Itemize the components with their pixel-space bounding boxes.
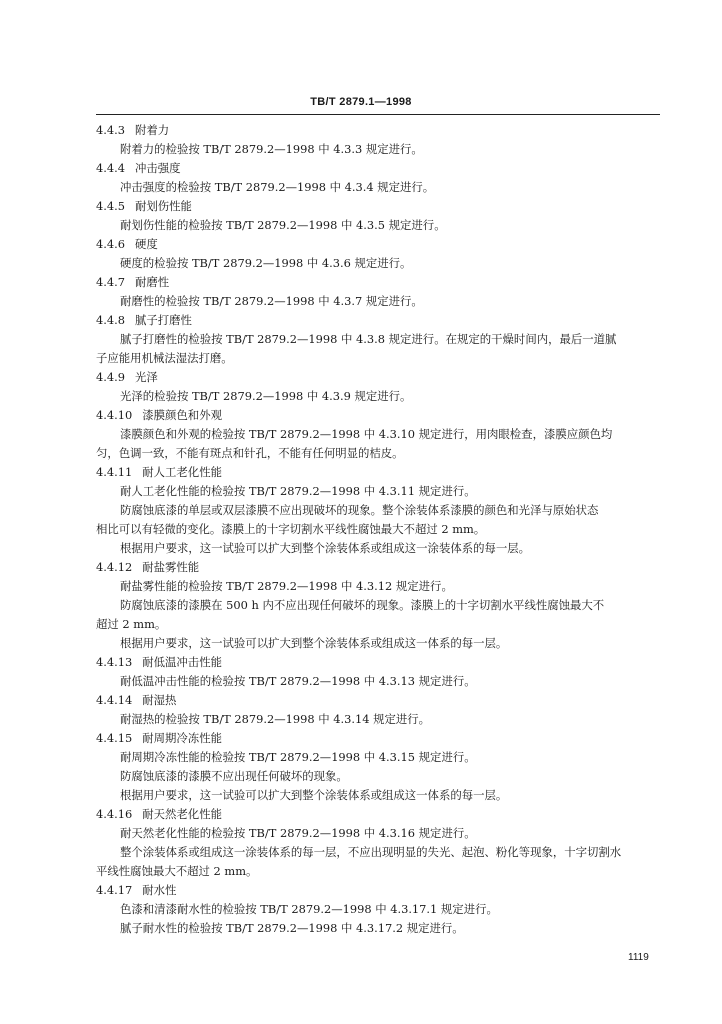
- section-heading: [96, 311, 662, 330]
- paragraph-line: 根据用户要求，这一试验可以扩大到整个涂装体系或组成这一体系的每一层。: [120, 636, 508, 650]
- paragraph-line: 附着力的检验按 TB/T 2879.2—1998 中 4.3.3 规定进行。: [120, 142, 423, 156]
- section-heading: [96, 273, 662, 292]
- section-number: 4.4.6: [96, 237, 125, 251]
- section-number: 4.4.4: [96, 161, 125, 175]
- paragraph-line: 耐低温冲击性能的检验按 TB/T 2879.2—1998 中 4.3.13 规定进行。: [120, 674, 476, 688]
- section-number: 4.4.13: [96, 655, 133, 669]
- paragraph-line: 耐磨性的检验按 TB/T 2879.2—1998 中 4.3.7 规定进行。: [120, 294, 423, 308]
- section-heading: [96, 368, 662, 387]
- section-title: 耐人工老化性能: [142, 465, 222, 479]
- header-rule: [96, 114, 660, 115]
- paragraph-line: 防腐蚀底漆的漆膜在 500 h 内不应出现任何破坏的现象。漆膜上的十字切割水平线性腐蚀最大不: [120, 598, 605, 612]
- section-number: 4.4.5: [96, 199, 125, 213]
- paragraph-line: 根据用户要求，这一试验可以扩大到整个涂装体系或组成这一涂装体系的每一层。: [120, 541, 531, 555]
- section-heading: [96, 881, 662, 900]
- section-number: 4.4.3: [96, 123, 125, 137]
- paragraph-continuation: 匀，色调一致，不能有斑点和针孔，不能有任何明显的桔皮。: [96, 446, 404, 460]
- section-number: 4.4.14: [96, 693, 133, 707]
- body-text: [96, 121, 662, 938]
- section-title: 耐低温冲击性能: [142, 655, 222, 669]
- paragraph-line: 耐划伤性能的检验按 TB/T 2879.2—1998 中 4.3.5 规定进行。: [120, 218, 446, 232]
- paragraph-line: 整个涂装体系或组成这一涂装体系的每一层，不应出现明显的失光、起泡、粉化等现象，十字切割水: [120, 845, 622, 859]
- paragraph-line: 耐盐雾性能的检验按 TB/T 2879.2—1998 中 4.3.12 规定进行。: [120, 579, 453, 593]
- section-heading: [96, 235, 662, 254]
- section-title: 耐盐雾性能: [142, 560, 200, 574]
- paragraph-line: 漆膜颜色和外观的检验按 TB/T 2879.2—1998 中 4.3.10 规定进行，用肉眼检查，漆膜应颜色均: [120, 427, 613, 441]
- paragraph-line: 防腐蚀底漆的漆膜不应出现任何破坏的现象。: [120, 769, 348, 783]
- section-heading: [96, 197, 662, 216]
- paragraph-line: 耐人工老化性能的检验按 TB/T 2879.2—1998 中 4.3.11 规定进行。: [120, 484, 476, 498]
- paragraph-line: 耐湿热的检验按 TB/T 2879.2—1998 中 4.3.14 规定进行。: [120, 712, 431, 726]
- running-header: TB/T 2879.1—1998: [310, 96, 412, 108]
- section-title: 耐水性: [142, 883, 177, 897]
- paragraph-continuation: 超过 2 mm。: [96, 617, 167, 631]
- paragraph-line: 耐周期冷冻性能的检验按 TB/T 2879.2—1998 中 4.3.15 规定进行。: [120, 750, 476, 764]
- paragraph-line: 硬度的检验按 TB/T 2879.2—1998 中 4.3.6 规定进行。: [120, 256, 412, 270]
- section-heading: [96, 653, 662, 672]
- section-title: 耐划伤性能: [134, 199, 192, 213]
- section-heading: [96, 121, 662, 140]
- paragraph-line: 光泽的检验按 TB/T 2879.2—1998 中 4.3.9 规定进行。: [120, 389, 412, 403]
- section-number: 4.4.10: [96, 408, 133, 422]
- section-title: 耐磨性: [134, 275, 170, 289]
- paragraph-line: 耐天然老化性能的检验按 TB/T 2879.2—1998 中 4.3.16 规定进行。: [120, 826, 476, 840]
- section-number: 4.4.15: [96, 731, 133, 745]
- section-number: 4.4.16: [96, 807, 133, 821]
- section-number: 4.4.17: [96, 883, 133, 897]
- section-heading: [96, 691, 662, 710]
- section-heading: [96, 558, 662, 577]
- section-heading: [96, 463, 662, 482]
- section-title: 附着力: [134, 123, 170, 137]
- section-title: 耐周期冷冻性能: [142, 731, 222, 745]
- section-title: 腻子打磨性: [134, 313, 192, 327]
- section-number: 4.4.11: [96, 465, 133, 479]
- section-title: 冲击强度: [134, 161, 181, 175]
- paragraph-line: 防腐蚀底漆的单层或双层漆膜不应出现破坏的现象。整个涂装体系漆膜的颜色和光泽与原始状态: [120, 503, 599, 517]
- paragraph-line: 色漆和清漆耐水性的检验按 TB/T 2879.2—1998 中 4.3.17.1 规定进行。: [120, 902, 498, 916]
- section-number: 4.4.12: [96, 560, 133, 574]
- paragraph-line: 腻子耐水性的检验按 TB/T 2879.2—1998 中 4.3.17.2 规定进行。: [120, 921, 464, 935]
- section-heading: [96, 729, 662, 748]
- section-heading: [96, 406, 662, 425]
- paragraph-line: 腻子打磨性的检验按 TB/T 2879.2—1998 中 4.3.8 规定进行。在规定的干燥时间内，最后一道腻: [120, 332, 617, 346]
- section-number: 4.4.9: [96, 370, 125, 384]
- section-heading: [96, 159, 662, 178]
- section-title: 硬度: [134, 237, 158, 251]
- section-title: 耐天然老化性能: [142, 807, 222, 821]
- paragraph-continuation: 平线性腐蚀最大不超过 2 mm。: [96, 864, 258, 878]
- section-number: 4.4.8: [96, 313, 125, 327]
- paragraph-line: 冲击强度的检验按 TB/T 2879.2—1998 中 4.3.4 规定进行。: [120, 180, 435, 194]
- page-number: 1119: [628, 952, 649, 963]
- section-title: 光泽: [134, 370, 158, 384]
- section-number: 4.4.7: [96, 275, 125, 289]
- section-title: 漆膜颜色和外观: [142, 408, 222, 422]
- section-heading: [96, 805, 662, 824]
- paragraph-continuation: 子应能用机械法湿法打磨。: [96, 351, 233, 365]
- section-title: 耐湿热: [142, 693, 177, 707]
- paragraph-line: 根据用户要求，这一试验可以扩大到整个涂装体系或组成这一体系的每一层。: [120, 788, 508, 802]
- paragraph-continuation: 相比可以有轻微的变化。漆膜上的十字切割水平线性腐蚀最大不超过 2 mm。: [96, 522, 486, 536]
